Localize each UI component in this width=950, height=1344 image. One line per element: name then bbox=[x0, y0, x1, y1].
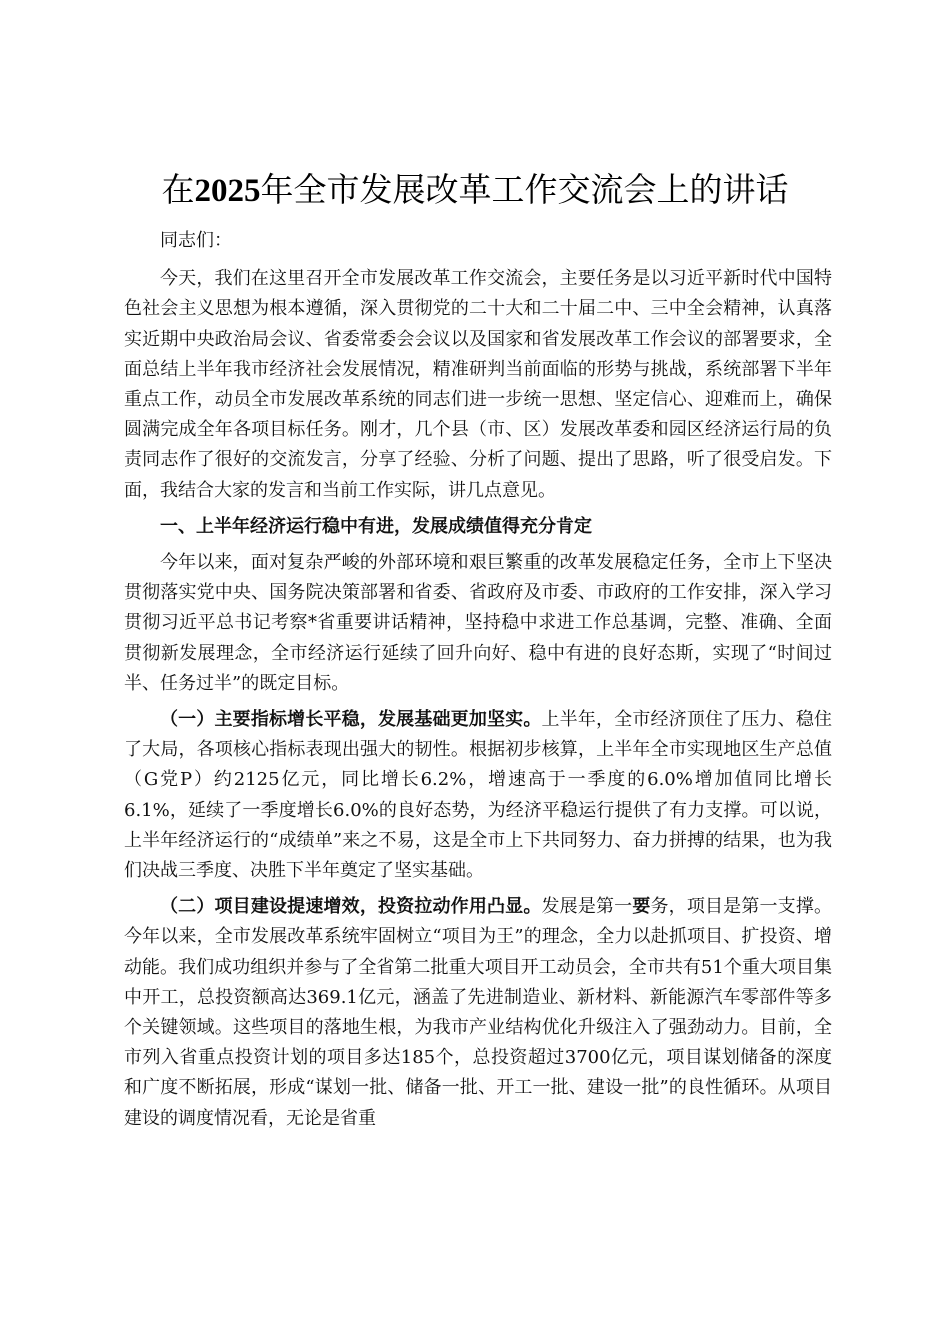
intro-paragraph: 今天，我们在这里召开全市发展改革工作交流会，主要任务是以习近平新时代中国特色社会主义思想为根本遵循，深入贯彻党的二十大和二十届二中、三中全会精神，认真落实近期中央政治局会议、省委常委会会议以及国家和省发展改革工作会议的部署要求，全面总结上半年我市经济社会发展情况，精准研判当前面临的形势与挑战，系统部署下半年重点工作，动员全市发展改革系统的同志们进一步统一思想、坚定信心、迎难而上，确保圆满完成全年各项目标任务。刚才，几个县（市、区）发展改革委和园区经济运行局的负责同志作了很好的交流发言，分享了经验、分析了问题、提出了思路，听了很受启发。下面，我结合大家的发言和当前工作实际，讲几点意见。 bbox=[124, 268, 832, 501]
section-heading: 一、上半年经济运行稳中有进，发展成绩值得充分肯定 bbox=[160, 515, 592, 537]
section-paragraph: 今年以来，面对复杂严峻的外部环境和艰巨繁重的改革发展稳定任务，全市上下坚决贯彻落实党中央、国务院决策部署和省委、省政府及市委、市政府的工作安排，深入学习贯彻习近平总书记考察*省重要讲话精神，坚持稳中求进工作总基调，完整、准确、全面贯彻新发展理念，全市经济运行延续了回升向好、稳中有进的良好态斯，实现了“时间过半、任务过半”的既定目标。 bbox=[124, 552, 832, 694]
title-prefix: 在 bbox=[161, 170, 195, 209]
document-body bbox=[124, 226, 832, 1140]
title-year: 2025 bbox=[194, 173, 261, 209]
subsection-2-text-a: 发展是第一 bbox=[541, 896, 633, 918]
title-suffix: 年全市发展改革工作交流会上的讲话 bbox=[260, 170, 789, 209]
greeting: 同志们： bbox=[160, 230, 232, 251]
subsection-1-text: 上半年，全市经济顶住了压力、稳住了大局，各项核心指标表现出强大的韧性。根据初步核算，上半年全市实现地区生产总值（G党P）约2125亿元，同比增长6.2%，增速高于一季度的6.0%增加值同比增长6.1%，延续了一季度增长6.0%的良好态势，为经济平稳运行提供了有力支撑。可以说，上半年经济运行的“成绩单”来之不易，这是全市上下共同努力、奋力拼搏的结果，也为我们决战三季度、决胜下半年奠定了坚实基础。 bbox=[124, 709, 832, 882]
subsection-2-bold-char: 要 bbox=[632, 896, 651, 918]
subsection-1-heading: （一）主要指标增长平稳，发展基础更加坚实。 bbox=[160, 709, 542, 731]
subsection-1-paragraph bbox=[124, 705, 832, 886]
subsection-2-text-b: 务，项目是第一支撑。今年以来，全市发展改革系统牢固树立“项目为王”的理念，全力以赴抓项目、扩投资、增动能。我们成功组织并参与了全省第二批重大项目开工动员会，全市共有51个重大项目集中开工，总投资额高达369.1亿元，涵盖了先进制造业、新材料、新能源汽车零部件等多个关键领域。这些项目的落地生根，为我市产业结构优化升级注入了强劲动力。目前，全市列入省重点投资计划的项目多达185个，总投资超过3700亿元，项目谋划储备的深度和广度不断拓展，形成“谋划一批、储备一批、开工一批、建设一批”的良性循环。从项目建设的调度情况看，无论是省重 bbox=[124, 896, 833, 1129]
page-title bbox=[120, 168, 830, 213]
subsection-2-heading: （二）项目建设提速增效，投资拉动作用凸显。 bbox=[160, 896, 542, 918]
subsection-2-paragraph bbox=[124, 892, 832, 1134]
